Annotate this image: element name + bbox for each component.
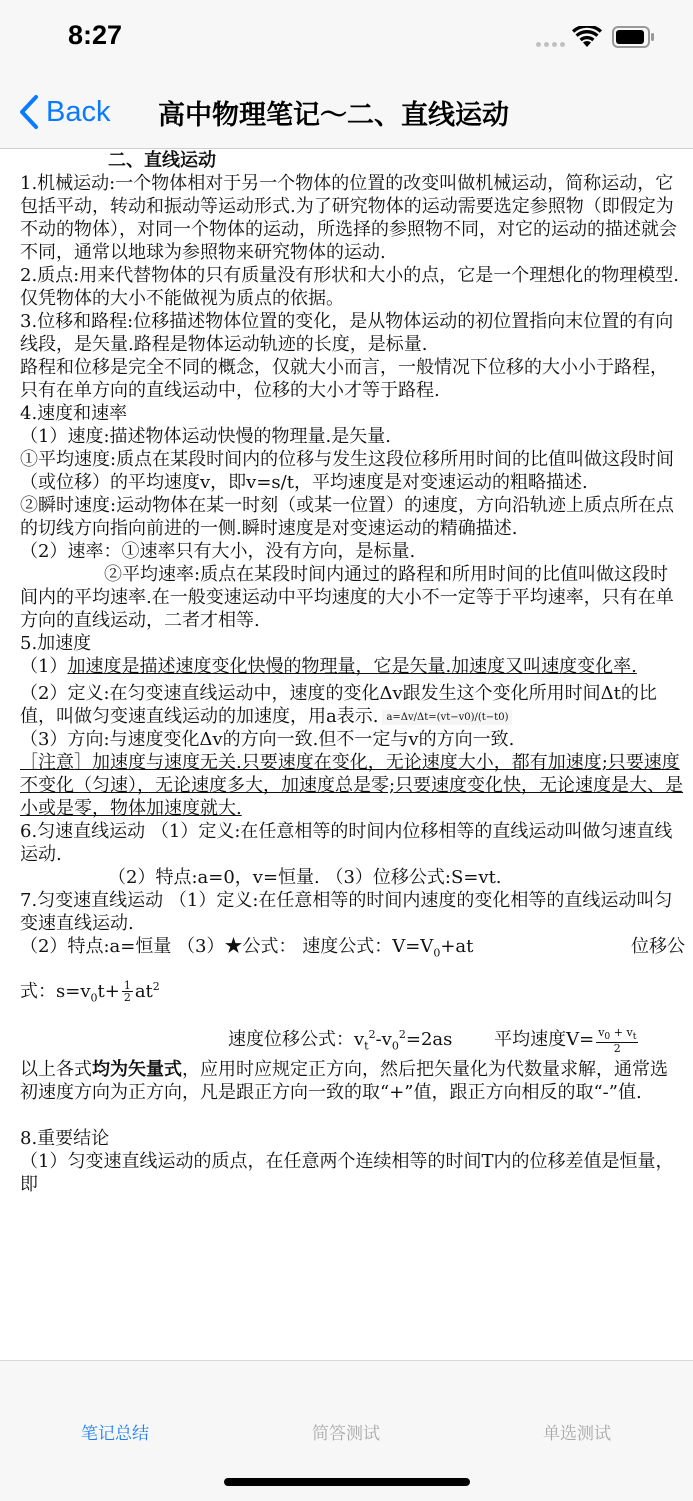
paragraph: 8.重要结论 [20,1127,110,1149]
paragraph: 速度位移公式：$v_t^2-v_0^2=2as$ 平均速度V= $\frac{v_0 + v_t}{2}$ [228,1025,637,1055]
paragraph: ②瞬时速度:运动物体在某一时刻（或某一位置）的速度，方向沿轨迹上质点所在点的切线方向指向前进的一侧.瞬时速度是对变速运动的精确描述. [20,495,675,539]
text-run: 平均速度V= [494,1029,595,1051]
back-button[interactable] [18,92,110,132]
acceleration-formula: a=Δv/Δt=(vt−v0)/(t−t0) [382,710,512,725]
paragraph: 式：$s=v_0t+$ $\frac{1}{2}$ $at^2$ [20,979,160,1005]
text-run: （1） [20,656,68,677]
spacer [20,1104,685,1127]
text-run: （2）定义:在匀变速直线运动中，速度的变化Δv跟发生这个变化所用时间Δt的比值，叫做匀变速直线运动的加速度，用a表示. [20,683,657,727]
back-label: Back [46,95,111,128]
text-run: 速度位移公式：v [228,1029,365,1051]
paragraph [20,655,685,678]
paragraph: 3.位移和路程:位移描述物体位置的变化，是从物体运动的初位置指向末位置的有向线段，是矢量.路程是物体运动轨迹的长度，是标量. [20,311,674,355]
paragraph [20,682,685,728]
text-run: 式：s=v [20,980,91,1002]
text-run: ，应用时应规定正方向，然后把矢量化为代数量求解，通常选初速度方向为正方向，凡是跟正方向一致的取“+”值，跟正方向相反的取“-”值. [20,1058,668,1103]
text-run: -v [375,1029,392,1051]
text-run: +at [440,936,474,957]
paragraph: （2）特点:a=恒量 （3）★公式： 速度公式：$V=V_0+at$ 位移公 [20,936,685,960]
paragraph: （1）速度:描述物体运动快慢的物理量.是矢量. [20,426,391,447]
paragraph: 6.匀速直线运动 （1）定义:在任意相等的时间内位移相等的直线运动叫做匀速直线运动. [20,821,673,865]
text-run: at [134,980,153,1002]
paragraph: （2）特点:a=0，v=恒量. （3）位移公式:S=vt. [108,867,502,888]
average-velocity-fraction: $\frac{v_0 + v_t}{2}$ [598,1025,637,1055]
tab-notes-summary[interactable]: 笔记总结 [81,1424,149,1444]
paragraph: （2）速率：①速率只有大小，没有方向，是标量. [20,541,416,562]
cellular-signal-icon [536,42,565,47]
battery-icon [612,26,656,52]
text-run: =2as [405,1029,453,1051]
bold-text: 均为矢量式 [92,1058,182,1080]
navigation-bar [0,78,693,149]
note-warning: ［注意］加速度与速度无关.只要速度在变化，无论速度大小，都有加速度;只要速度不变化（匀速），无论速度多大，加速度总是零;只要速度变化快，无论速度是大、是小或是零，物体加速度就大. [20,752,684,819]
text-run: 以上各式 [20,1058,92,1080]
paragraph: （1）匀变速直线运动的质点，在任意两个连续相等的时间T内的位移差值是恒量，即 [20,1150,674,1195]
status-bar [0,0,693,78]
text-run: （2）特点:a=恒量 （3）★公式： 速度公式：V=V [20,936,434,957]
page-title: 高中物理笔记～二、直线运动 [158,100,509,131]
wifi-icon [572,26,602,52]
paragraph: （3）方向:与速度变化Δv的方向一致.但不一定与v的方向一致. [20,729,515,750]
tab-short-answer-test[interactable]: 简答测试 [312,1424,380,1444]
paragraph [20,1058,685,1104]
section-heading: 二、直线运动 [108,150,216,171]
paragraph: 4.速度和速率 [20,403,128,424]
paragraph: 1.机械运动:一个物体相对于另一个物体的位置的改变叫做机械运动，简称运动，它包括平动，转动和振动等运动形式.为了研究物体的运动需要选定参照物（即假定为不动的物体），对同一个物体的运动，所选择的参照物不同，对它的运动的描述就会不同，通常以地球为参照物来研究物体的运动. [20,173,677,263]
text-run: t+ [97,980,120,1002]
fraction-one-half: $\frac{1}{2}$ [123,979,131,1005]
paragraph: ①平均速度:质点在某段时间内的位移与发生这段位移所用时间的比值叫做这段时间（或位移）的平均速度v，即v=s/t，平均速度是对变速运动的粗略描述. [20,449,675,493]
home-indicator[interactable] [224,1478,470,1486]
paragraph: 5.加速度 [20,633,92,654]
underlined-text: 加速度是描述速度变化快慢的物理量，它是矢量.加速度又叫速度变化率. [67,656,637,677]
paragraph: 2.质点:用来代替物体的只有质量没有形状和大小的点，它是一个理想化的物理模型.仅凭物体的大小不能做视为质点的依据。 [20,265,679,309]
paragraph: 7.匀变速直线运动 （1）定义:在任意相等的时间内速度的变化相等的直线运动叫匀变速直线运动. [20,890,673,934]
tab-single-choice-test[interactable]: 单选测试 [543,1424,611,1444]
text-run: 位移公 [631,936,685,957]
status-time: 8:27 [68,20,123,50]
chevron-left-icon [18,94,40,130]
paragraph: 路程和位移是完全不同的概念，仅就大小而言，一般情况下位移的大小小于路程，只有在单方向的直线运动中，位移的大小才等于路程. [20,357,668,401]
paragraph: ②平均速率:质点在某段时间内通过的路程和所用时间的比值叫做这段时间内的平均速率.在一般变速运动中平均速度的大小不一定等于平均速率，只有在单方向的直线运动，二者才相等. [20,564,674,631]
note-document [20,149,685,1196]
note-content[interactable] [0,149,693,1360]
